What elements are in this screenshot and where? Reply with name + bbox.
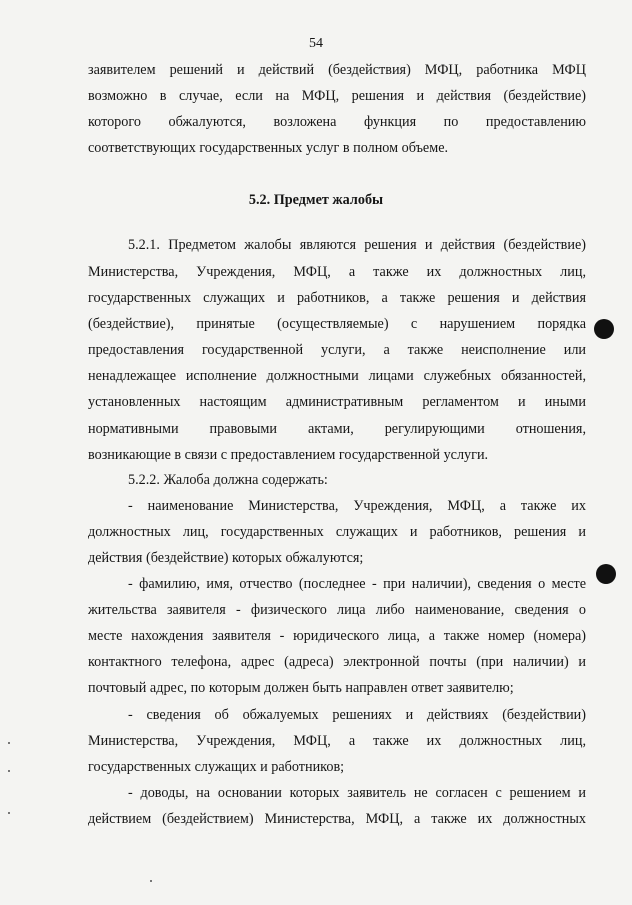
scan-speck [8,742,10,744]
text-line: возможно в случае, если на МФЦ, решения и действия (бездействие) [88,88,586,104]
section-title: 5.2. Предмет жалобы [248,192,384,208]
text-line: Министерства, Учреждения, МФЦ, а также их должностных лиц, [88,264,586,280]
list-item-line: жительства заявителя - физического лица либо наименование, сведения о [88,602,586,618]
scan-speck [8,770,10,772]
text-line: возникающие в связи с предоставлением государственной услуги. [88,447,489,463]
list-item-line: месте нахождения заявителя - юридического лица, а также номер (номера) [88,628,586,644]
list-item-line: почтовый адрес, по которым должен быть направлен ответ заявителю; [88,680,514,696]
text-line: соответствующих государственных услуг в полном объеме. [88,140,449,156]
list-item-line: - фамилию, имя, отчество (последнее - при наличии), сведения о месте [128,576,586,592]
page-number: 54 [309,36,323,51]
text-line: (бездействие), принятые (осуществляемые) с нарушением порядка [88,316,586,332]
text-line: государственных служащих и работников, а также решения и действия [88,290,586,306]
punch-hole [594,319,614,339]
list-item-line: контактного телефона, адрес (адреса) электронной почты (при наличии) и [88,654,586,670]
text-line: нормативными правовыми актами, регулирующими отношения, [88,421,586,437]
text-line: 5.2.1. Предметом жалобы являются решения и действия (бездействие) [128,237,586,253]
text-line: предоставления государственной услуги, а также неисполнение или [88,342,586,358]
list-item-line: Министерства, Учреждения, МФЦ, а также их должностных лиц, [88,733,586,749]
scan-speck [8,812,10,814]
list-item-line: действия (бездействие) которых обжалуются; [88,550,364,566]
list-item-line: - доводы, на основании которых заявитель не согласен с решением и [128,785,586,801]
list-item-line: действием (бездействием) Министерства, МФЦ, а также их должностных [88,811,586,827]
list-item-line: - наименование Министерства, Учреждения, МФЦ, а также их [128,498,586,514]
list-item-line: - сведения об обжалуемых решениях и действиях (бездействии) [128,707,586,723]
punch-hole [596,564,616,584]
text-line: заявителем решений и действий (бездействия) МФЦ, работника МФЦ [88,62,586,78]
list-item-line: должностных лиц, государственных служащих и работников, решения и [88,524,586,540]
text-line: ненадлежащее исполнение должностными лицами служебных обязанностей, [88,368,586,384]
text-line: которого обжалуются, возложена функция по предоставлению [88,114,586,130]
list-item-line: государственных служащих и работников; [88,759,345,775]
scan-speck [150,880,152,882]
text-line: 5.2.2. Жалоба должна содержать: [128,472,328,488]
text-line: установленных настоящим административным регламентом и иными [88,394,586,410]
